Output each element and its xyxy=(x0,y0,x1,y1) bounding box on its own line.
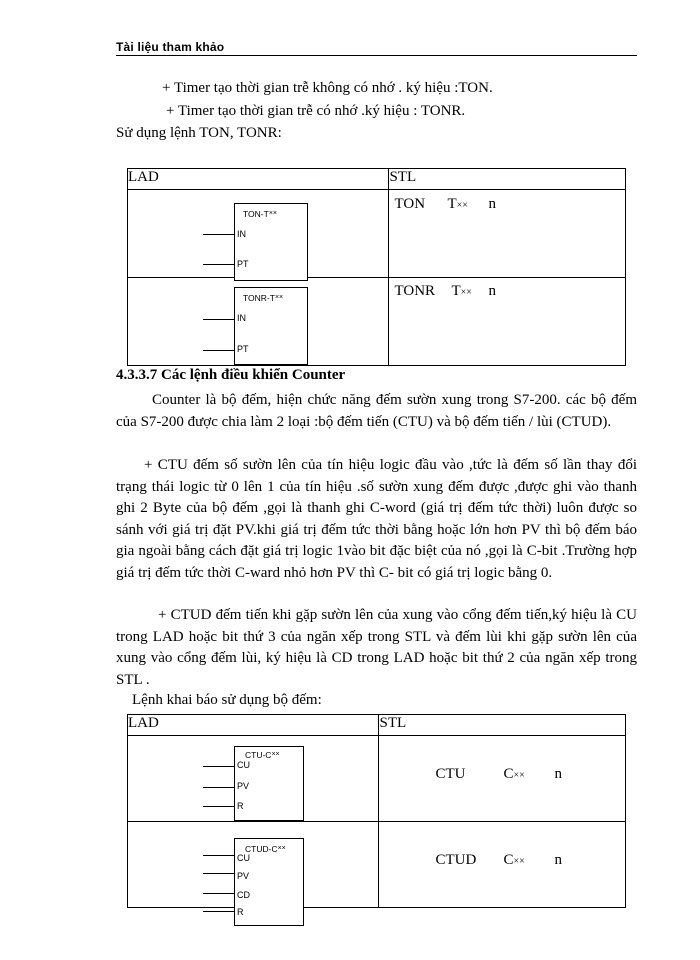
pin-in: IN xyxy=(237,313,246,323)
stl-op: CTUD xyxy=(435,852,477,868)
wire-cd xyxy=(203,893,236,894)
lad-cell-ctu xyxy=(128,736,379,822)
stl-cell-ton xyxy=(389,190,626,278)
pin-cu: CU xyxy=(237,853,250,863)
stl-cell-ctud xyxy=(379,822,626,908)
stl-op: TON xyxy=(394,196,426,212)
wire-r xyxy=(203,806,236,807)
wire-r xyxy=(203,911,236,912)
pin-r: R xyxy=(237,907,244,917)
timer-table xyxy=(127,168,626,366)
stl-var: T×× xyxy=(451,283,472,299)
ctud-block-title: CTUD-C×× xyxy=(245,844,286,854)
wire-cu xyxy=(203,855,236,856)
lad-cell-ton xyxy=(128,190,389,278)
pin-r: R xyxy=(237,801,244,811)
intro-line-ton: + Timer tạo thời gian trễ không có nhớ . ký hiệu :TON. xyxy=(162,80,493,96)
lad-cell-tonr xyxy=(128,278,389,366)
wire-in xyxy=(203,319,236,320)
wire-pv xyxy=(203,873,236,874)
lad-cell-ctud xyxy=(128,822,379,917)
wire-pt xyxy=(203,350,236,351)
intro-line-tonr: + Timer tạo thời gian trễ có nhớ .ký hiệu : TONR. xyxy=(166,103,466,119)
table-row xyxy=(128,736,626,822)
paragraph-ctud: + CTUD đếm tiến khi gặp sườn lên của xung vào cổng đếm tiến,ký hiệu là CU trong LAD hoặc bit thứ 3 của ngăn xếp trong STL và đếm lùi khi gặp sườn lên của xung vào cổng đếm lùi, ký hiệu là CD trong LAD hoặc bit thứ 2 của ngăn xếp trong STL . xyxy=(116,607,637,688)
stl-var: T×× xyxy=(447,196,468,212)
timer-table-stl-header: STL xyxy=(389,169,626,190)
stl-arg: n xyxy=(488,196,496,212)
section-heading: 4.3.3.7 Các lệnh điều khiển Counter xyxy=(116,367,346,383)
stl-op: TONR xyxy=(394,283,436,299)
ctu-block-title: CTU-C×× xyxy=(245,750,280,760)
table-row xyxy=(128,278,626,366)
paragraph-declare: Lệnh khai báo sử dụng bộ đếm: xyxy=(132,692,322,708)
pin-in: IN xyxy=(237,229,246,239)
ton-block-title: TON-T×× xyxy=(243,209,277,219)
pin-pt: PT xyxy=(237,259,249,269)
stl-op: CTU xyxy=(435,766,466,782)
paragraph-counter-intro: Counter là bộ đếm, hiện chức năng đếm sườn xung trong S7-200. các bộ đếm của S7-200 được chia làm 2 loại :bộ đếm tiến (CTU) và bộ đếm tiến / lùi (CTUD). xyxy=(116,392,637,430)
stl-arg: n xyxy=(488,283,496,299)
pin-cu: CU xyxy=(237,760,250,770)
ctud-block xyxy=(234,838,304,926)
wire-pt xyxy=(203,264,236,265)
counter-table-lad-header: LAD xyxy=(128,715,379,736)
ctu-block xyxy=(234,746,304,821)
stl-arg: n xyxy=(554,852,562,868)
stl-cell-ctu xyxy=(379,736,626,822)
table-row xyxy=(128,822,626,908)
pin-pt: PT xyxy=(237,344,249,354)
stl-arg: n xyxy=(554,766,562,782)
tonr-block xyxy=(234,287,308,365)
pin-pv: PV xyxy=(237,871,250,881)
wire-cu xyxy=(203,766,236,767)
counter-table-stl-header: STL xyxy=(379,715,626,736)
paragraph-ctu: + CTU đếm số sườn lên của tín hiệu logic đầu vào ,tức là đếm số lần thay đổi trạng thái logic từ 0 lên 1 của tín hiệu .số sườn xung đếm được ,được ghi vào thanh ghi 2 Byte của bộ đếm ,gọi là thanh ghi C-word (giá trị đếm tức thời) luôn được so sánh với giá trị đặt PV.khi giá trị đếm tức thời bằng hoặc lớn hơn PV thì bộ đếm báo gia ngoài bằng cách đặt giá trị logic 1vào bit đặc biệt của nó ,gọi là C-bit .Trường hợp giá trị đếm tức thời C-ward nhỏ hơn PV thì C- bit có giá trị logic bằng 0. xyxy=(116,457,637,581)
counter-table xyxy=(127,714,626,917)
stl-cell-tonr xyxy=(389,278,626,366)
intro-line-usage: Sử dụng lệnh TON, TONR: xyxy=(116,125,282,141)
header-rule xyxy=(116,55,637,56)
pin-pv: PV xyxy=(237,781,250,791)
table-row xyxy=(128,190,626,278)
tonr-block-title: TONR-T×× xyxy=(243,293,284,303)
stl-var: C×× xyxy=(503,852,525,868)
pin-cd: CD xyxy=(237,890,250,900)
document-header: Tài liệu tham khảo xyxy=(116,40,225,54)
stl-var: C×× xyxy=(503,766,525,782)
timer-table-lad-header: LAD xyxy=(128,169,389,190)
ton-block xyxy=(234,203,308,281)
wire-pv xyxy=(203,787,236,788)
wire-in xyxy=(203,234,236,235)
